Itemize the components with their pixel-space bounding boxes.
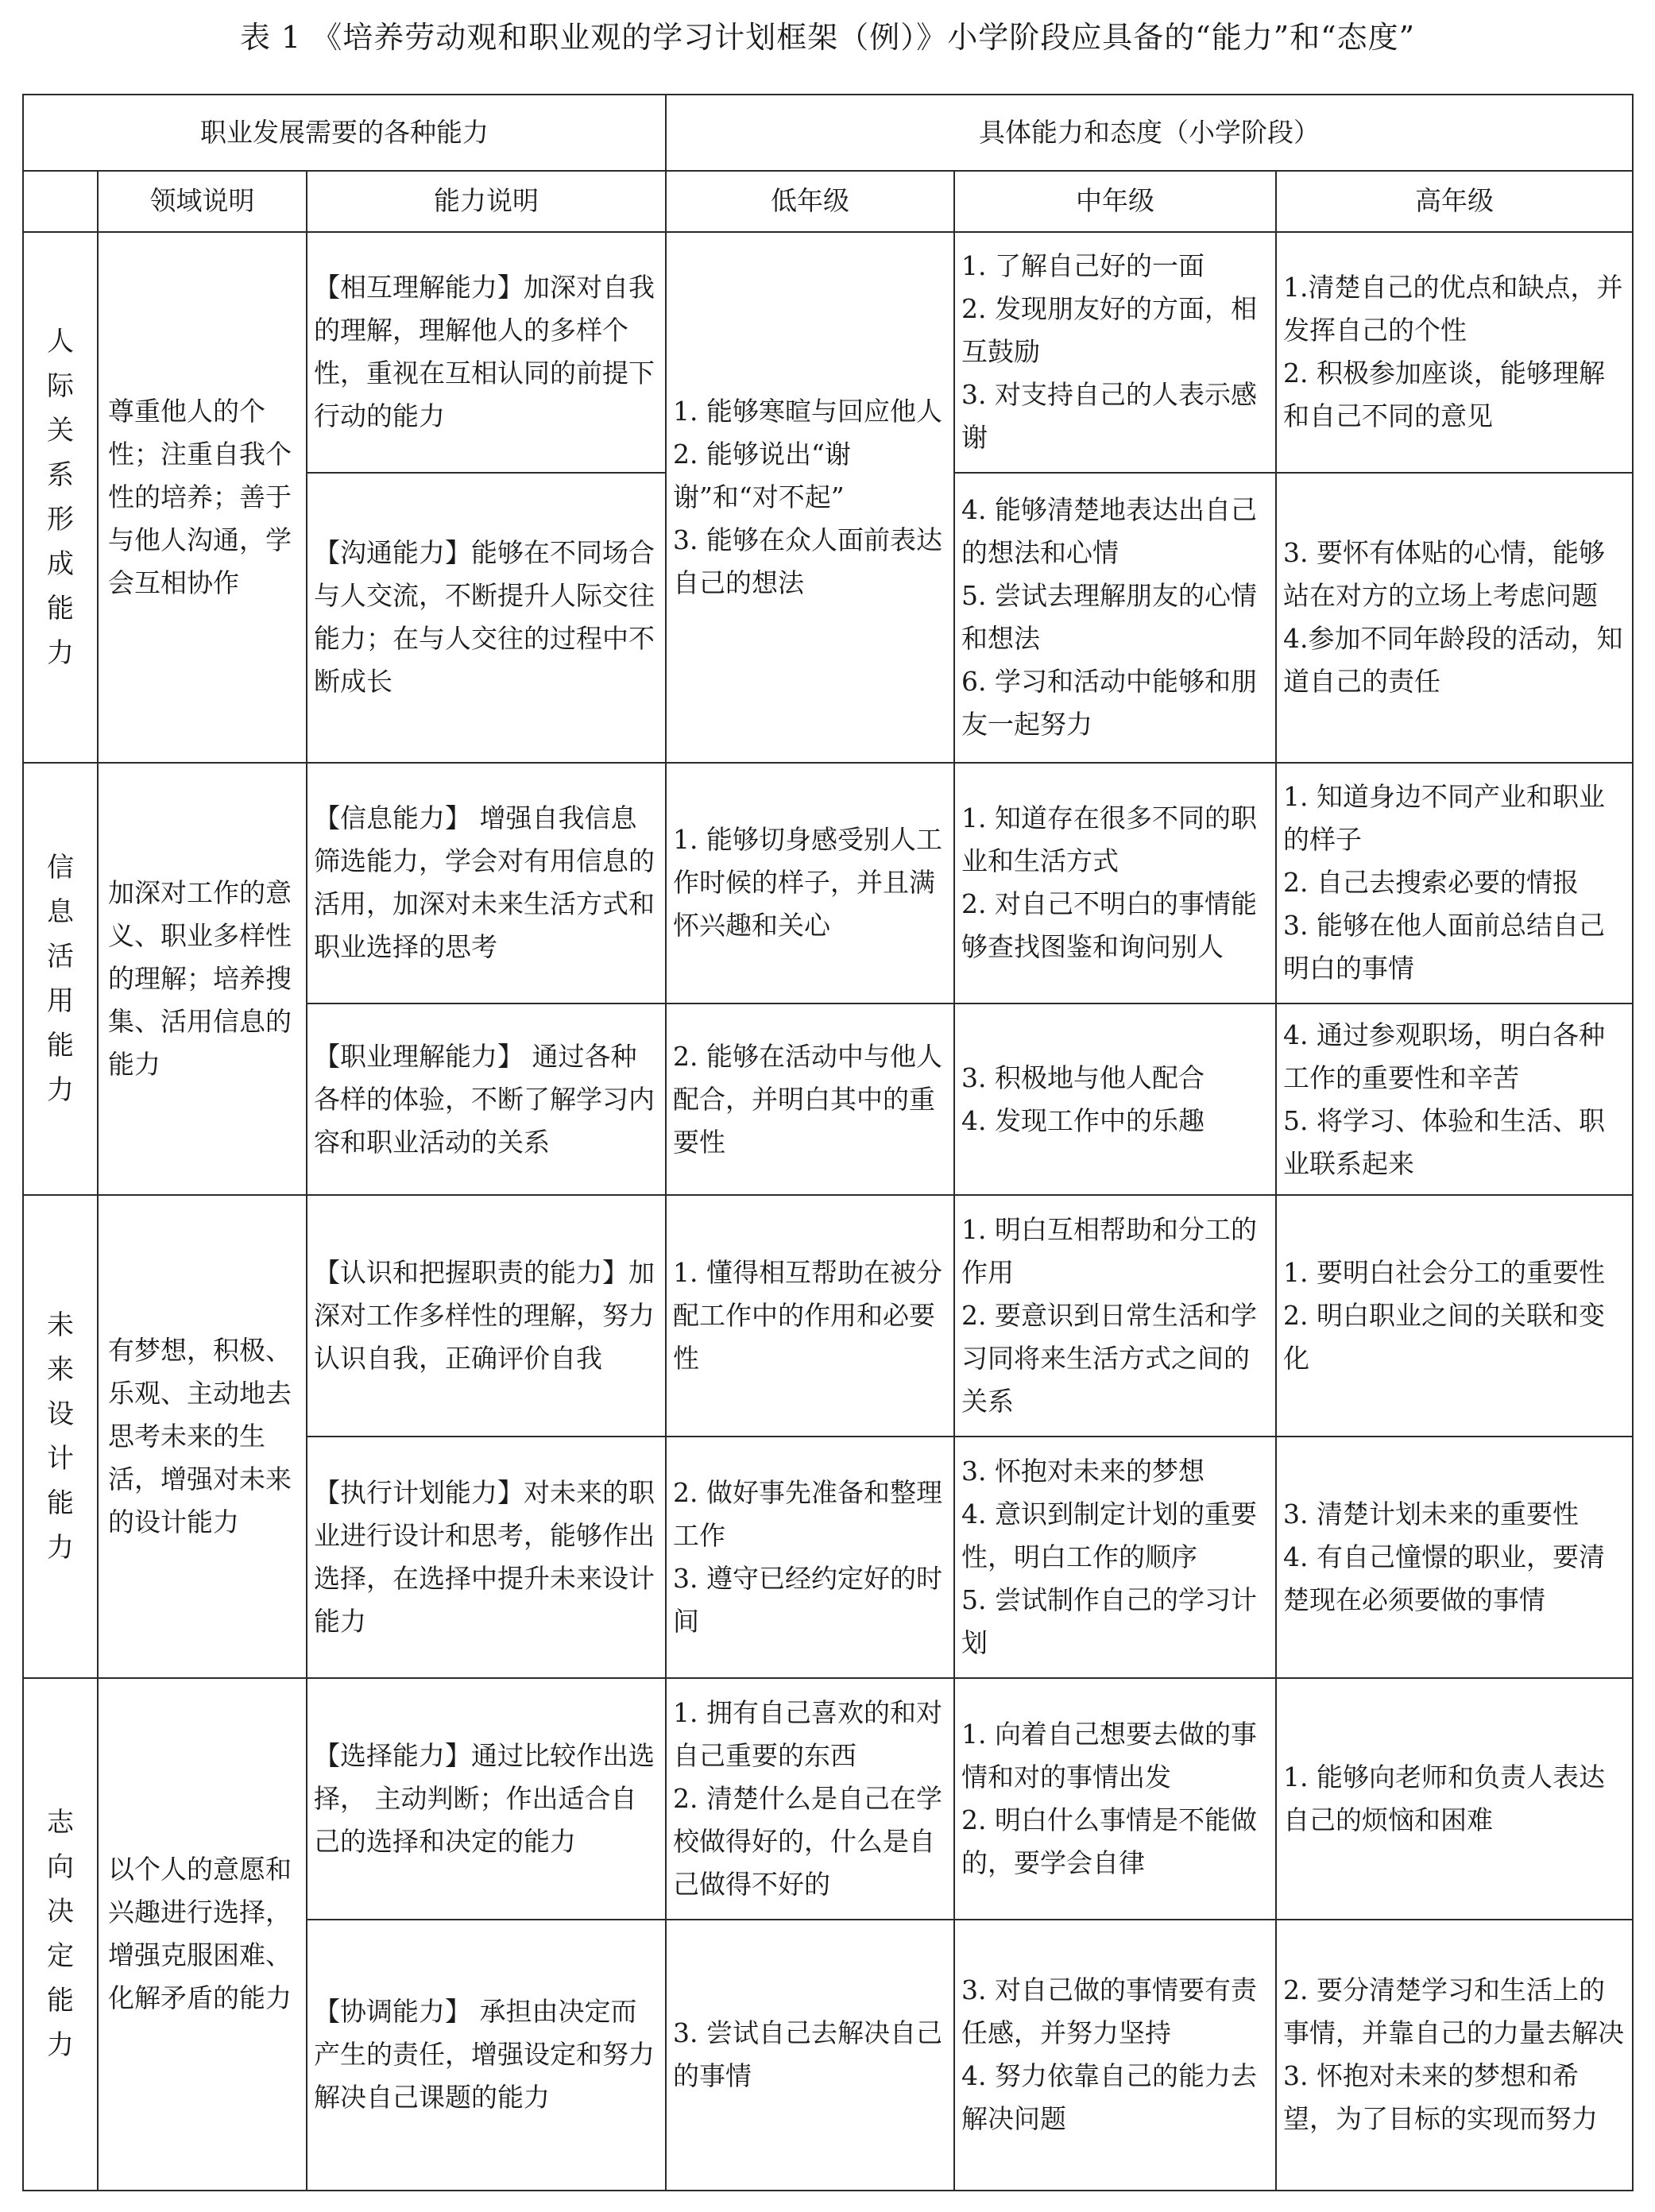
high-item: 1.清楚自己的优点和缺点，并发挥自己的个性	[1283, 272, 1623, 346]
mid-item: 3. 怀抱对未来的梦想	[961, 1455, 1205, 1487]
low-item: 3. 遵守已经约定好的时间	[673, 1562, 942, 1637]
mid-item: 1. 向着自己想要去做的事情和对的事情出发	[961, 1718, 1257, 1792]
ability-table	[22, 94, 1634, 2191]
mid-item: 5. 尝试制作自己的学习计划	[961, 1584, 1257, 1658]
low-item: 2. 能够在活动中与他人配合，并明白其中的重要性	[673, 1040, 942, 1158]
mid-item: 2. 对自己不明白的事情能够查找图鉴和询问别人	[961, 888, 1257, 963]
high-grade-cell	[1276, 1678, 1633, 1920]
header-group-left: 职业发展需要的各种能力	[23, 95, 666, 171]
high-grade-cell	[1276, 232, 1633, 474]
header-domain: 领域说明	[98, 171, 307, 231]
category-label: 信息活用能力	[47, 851, 74, 1106]
low-item: 2. 能够说出“谢谢”和“对不起”	[673, 438, 851, 512]
low-item: 3. 能够在众人面前表达自己的想法	[673, 524, 942, 598]
high-grade-cell	[1276, 1195, 1633, 1437]
high-item: 2. 积极参加座谈，能够理解和自己不同的意见	[1283, 358, 1605, 432]
high-grade-cell	[1276, 1437, 1633, 1678]
header-group-right: 具体能力和态度（小学阶段）	[666, 95, 1633, 171]
mid-item: 4. 能够清楚地表达出自己的想法和心情	[961, 494, 1257, 569]
low-grade-cell	[666, 1437, 954, 1678]
high-item: 3. 清楚计划未来的重要性	[1283, 1498, 1579, 1529]
mid-grade-cell	[954, 1195, 1276, 1437]
mid-item: 1. 知道存在很多不同的职业和生活方式	[961, 802, 1257, 877]
header-ability: 能力说明	[307, 171, 666, 231]
mid-item: 4. 发现工作中的乐趣	[961, 1104, 1205, 1136]
mid-item: 3. 对自己做的事情要有责任感，并努力坚持	[961, 1974, 1257, 2049]
ability-cell: 【选择能力】通过比较作出选择， 主动判断；作出适合自己的选择和决定的能力	[307, 1678, 666, 1920]
low-item: 2. 清楚什么是自己在学校做得好的，什么是自己做得不好的	[673, 1782, 942, 1900]
mid-grade-cell	[954, 473, 1276, 762]
category-label: 人际关系形成能力	[47, 325, 74, 669]
high-item: 1. 要明白社会分工的重要性	[1283, 1257, 1605, 1289]
high-grade-cell	[1276, 1004, 1633, 1195]
low-grade-cell	[666, 232, 954, 763]
ability-cell: 【认识和把握职责的能力】加深对工作多样性的理解，努力认识自我，正确评价自我	[307, 1195, 666, 1437]
mid-grade-cell	[954, 1678, 1276, 1920]
high-item: 3. 要怀有体贴的心情，能够站在对方的立场上考虑问题	[1283, 537, 1605, 612]
header-row-columns	[23, 171, 1633, 231]
mid-item: 1. 了解自己好的一面	[961, 250, 1205, 282]
low-item: 2. 做好事先准备和整理工作	[673, 1476, 942, 1551]
low-grade-cell	[666, 763, 954, 1004]
header-low-grade: 低年级	[666, 171, 954, 231]
high-item: 4. 通过参观职场，明白各种工作的重要性和辛苦	[1283, 1019, 1605, 1093]
mid-item: 5. 尝试去理解朋友的心情和想法	[961, 580, 1257, 655]
table-row	[23, 1195, 1633, 1437]
low-item: 3. 尝试自己去解决自己的事情	[673, 2017, 942, 2092]
mid-grade-cell	[954, 1437, 1276, 1678]
header-high-grade: 高年级	[1276, 171, 1633, 231]
mid-item: 3. 积极地与他人配合	[961, 1062, 1205, 1093]
high-item: 2. 自己去搜索必要的情报	[1283, 867, 1579, 899]
mid-item: 1. 明白互相帮助和分工的作用	[961, 1214, 1257, 1289]
ability-cell: 【执行计划能力】对未来的职业进行设计和思考，能够作出选择，在选择中提升未来设计能力	[307, 1437, 666, 1678]
high-grade-cell	[1276, 1920, 1633, 2191]
domain-cell: 加深对工作的意义、职业多样性的理解；培养搜集、活用信息的能力	[98, 763, 307, 1196]
header-row-group	[23, 95, 1633, 171]
table-row	[23, 763, 1633, 1004]
high-item: 2. 要分清楚学习和生活上的事情，并靠自己的力量去解决	[1283, 1974, 1624, 2049]
header-mid-grade: 中年级	[954, 171, 1276, 231]
low-item: 1. 能够寒暄与回应他人	[673, 395, 942, 427]
low-grade-cell	[666, 1920, 954, 2191]
high-item: 4.参加不同年龄段的活动，知道自己的责任	[1283, 623, 1623, 698]
mid-grade-cell	[954, 1920, 1276, 2191]
high-item: 4. 有自己憧憬的职业，要清楚现在必须要做的事情	[1283, 1541, 1605, 1615]
ability-cell: 【职业理解能力】 通过各种各样的体验，不断了解学习内容和职业活动的关系	[307, 1004, 666, 1195]
mid-item: 4. 努力依靠自己的能力去解决问题	[961, 2060, 1257, 2135]
mid-item: 3. 对支持自己的人表示感谢	[961, 379, 1257, 454]
low-item: 1. 拥有自己喜欢的和对自己重要的东西	[673, 1696, 942, 1771]
domain-cell: 尊重他人的个性；注重自我个性的培养；善于与他人沟通，学会互相协作	[98, 232, 307, 763]
low-item: 1. 懂得相互帮助在被分配工作中的作用和必要性	[673, 1257, 942, 1375]
category-label: 志向决定能力	[47, 1807, 74, 2062]
category-cell	[23, 232, 98, 763]
high-item: 3. 能够在他人面前总结自己明白的事情	[1283, 910, 1605, 984]
low-grade-cell	[666, 1004, 954, 1195]
domain-cell: 以个人的意愿和兴趣进行选择，增强克服困难、化解矛盾的能力	[98, 1678, 307, 2191]
mid-item: 6. 学习和活动中能够和朋友一起努力	[961, 666, 1257, 741]
table-row	[23, 232, 1633, 474]
low-item: 1. 能够切身感受别人工作时候的样子，并且满怀兴趣和关心	[673, 824, 942, 942]
domain-cell: 有梦想，积极、乐观、主动地去思考未来的生活，增强对未来的设计能力	[98, 1195, 307, 1678]
ability-cell: 【相互理解能力】加深对自我的理解，理解他人的多样个性，重视在互相认同的前提下行动的能力	[307, 232, 666, 474]
high-item: 5. 将学习、体验和生活、职业联系起来	[1283, 1104, 1605, 1179]
mid-grade-cell	[954, 232, 1276, 474]
mid-grade-cell	[954, 763, 1276, 1004]
high-item: 2. 明白职业之间的关联和变化	[1283, 1300, 1605, 1375]
mid-item: 4. 意识到制定计划的重要性，明白工作的顺序	[961, 1498, 1257, 1572]
mid-item: 2. 发现朋友好的方面，相互鼓励	[961, 293, 1257, 368]
ability-cell: 【协调能力】 承担由决定而产生的责任，增强设定和努力解决自己课题的能力	[307, 1920, 666, 2191]
high-item: 3. 怀抱对未来的梦想和希望，为了目标的实现而努力	[1283, 2060, 1598, 2135]
high-grade-cell	[1276, 763, 1633, 1004]
mid-grade-cell	[954, 1004, 1276, 1195]
table-row	[23, 1678, 1633, 1920]
low-grade-cell	[666, 1195, 954, 1437]
high-item: 1. 知道身边不同产业和职业的样子	[1283, 781, 1605, 856]
low-grade-cell	[666, 1678, 954, 1920]
category-label: 未来设计能力	[47, 1309, 74, 1564]
mid-item: 2. 明白什么事情是不能做的，要学会自律	[961, 1804, 1257, 1878]
high-grade-cell	[1276, 473, 1633, 762]
ability-cell: 【沟通能力】能够在不同场合与人交流，不断提升人际交往能力；在与人交往的过程中不断成长	[307, 473, 666, 762]
ability-cell: 【信息能力】 增强自我信息筛选能力，学会对有用信息的活用，加深对未来生活方式和职业选择的思考	[307, 763, 666, 1004]
mid-item: 2. 要意识到日常生活和学习同将来生活方式之间的关系	[961, 1300, 1257, 1417]
category-cell	[23, 763, 98, 1196]
category-cell	[23, 1195, 98, 1678]
category-cell	[23, 1678, 98, 2191]
table-caption: 表 1 《培养劳动观和职业观的学习计划框架（例）》小学阶段应具备的“能力”和“态度”	[239, 20, 1416, 55]
header-empty-cell	[23, 171, 98, 231]
high-item: 1. 能够向老师和负责人表达自己的烦恼和困难	[1283, 1761, 1605, 1835]
